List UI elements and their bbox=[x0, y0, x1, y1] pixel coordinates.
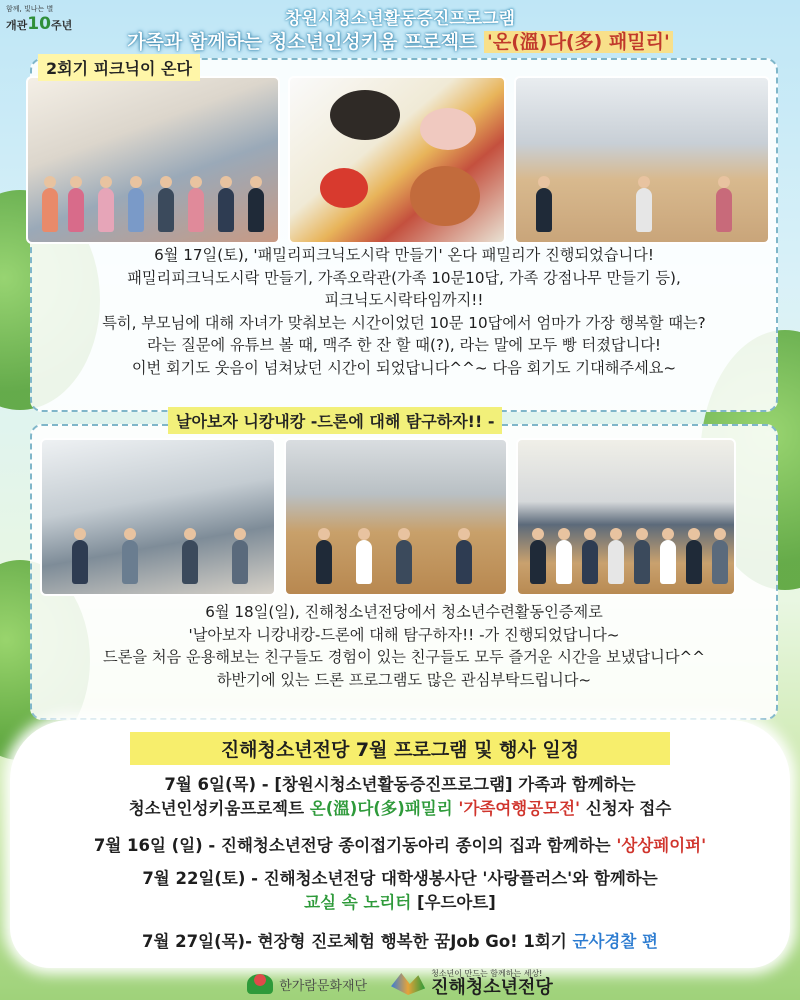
badge-prefix: 개관 bbox=[6, 19, 28, 32]
section-body-drone bbox=[30, 601, 778, 691]
body-line: 하반기에 있는 드론 프로그램도 많은 관심부탁드립니다~ bbox=[216, 670, 592, 689]
body-line: 피크닉도시락타임까지!! bbox=[324, 291, 484, 309]
section-title-picnic: 2회기 피크닉이 온다 bbox=[38, 54, 200, 81]
badge-tagline: 함께, 빛나는 별 bbox=[6, 5, 54, 13]
schedule-line: 교실 속 노리터 [우드아트] bbox=[304, 893, 496, 912]
schedule-title: 진해청소년전당 7월 프로그램 및 행사 일정 bbox=[130, 732, 670, 765]
people-figures bbox=[516, 162, 768, 232]
section-title-drone: 날아보자 니캉내캉 -드론에 대해 탐구하자!! - bbox=[168, 407, 502, 434]
schedule-line: 7월 16일 (일) - 진해청소년전당 종이접기동아리 종이의 집과 함께하는 '상상페이퍼' bbox=[93, 836, 707, 855]
footer bbox=[0, 968, 800, 1000]
photo-classroom bbox=[40, 438, 276, 596]
badge-number: 10 bbox=[27, 14, 51, 34]
people-figures bbox=[286, 514, 506, 584]
body-line: 라는 질문에 유튜브 볼 때, 맥주 한 잔 할 때(?), 라는 말에 모두 빵 터졌답니다! bbox=[146, 336, 662, 354]
schedule-item-4 bbox=[0, 930, 800, 954]
photo-row-drone bbox=[40, 438, 736, 596]
page-title: 창원시청소년활동증진프로그램 bbox=[285, 9, 515, 29]
schedule-line: 7월 6일(목) - [창원시청소년활동증진프로그램] 가족과 함께하는 bbox=[164, 775, 636, 794]
subtitle-main: 가족과 함께하는 청소년인성키움 프로젝트 bbox=[127, 31, 478, 53]
hangaram-logo-icon bbox=[247, 974, 273, 994]
footer-org2 bbox=[391, 970, 553, 997]
body-line: 드론을 처음 운용해보는 친구들도 경험이 있는 친구들도 모두 즐거운 시간을 보냈답니다^^ bbox=[103, 648, 705, 666]
schedule-item-1 bbox=[0, 773, 800, 821]
footer-org1 bbox=[247, 974, 367, 994]
subtitle-highlight: '온(溫)다(多) 패밀리' bbox=[484, 31, 673, 53]
section-body-picnic bbox=[30, 244, 778, 379]
footer-org1-name: 한가람문화재단 bbox=[279, 978, 368, 994]
schedule-line: 청소년인성키움프로젝트 온(溫)다(多)패밀리 '가족여행공모전' 신청자 접수 bbox=[128, 799, 672, 818]
schedule-line: 7월 22일(토) - 진해청소년전당 대학생봉사단 '사랑플러스'와 함께하는 bbox=[142, 869, 658, 888]
photo-gym-drone bbox=[284, 438, 508, 596]
photo-family-group bbox=[26, 76, 280, 244]
footer-org2-name: 진해청소년전당 bbox=[431, 976, 553, 998]
youth-center-logo-icon bbox=[391, 973, 425, 995]
people-figures bbox=[42, 514, 274, 584]
people-figures bbox=[28, 162, 278, 232]
body-line: 6월 17일(토), '패밀리피크닉도시락 만들기' 온다 패밀리가 진행되었습니다! bbox=[154, 246, 654, 264]
photo-row-picnic bbox=[26, 76, 770, 244]
page-subtitle bbox=[0, 27, 800, 54]
body-line: '날아보자 니캉내캉-드론에 대해 탐구하자!! -가 진행되었답니다~ bbox=[188, 625, 620, 644]
schedule-line: 7월 27일(목)- 현장형 진로체험 행복한 꿈Job Go! 1회기 군사경찰 편 bbox=[142, 932, 658, 951]
schedule-item-2 bbox=[0, 834, 800, 858]
people-figures bbox=[518, 514, 734, 584]
body-line: 이번 회기도 웃음이 넘쳐났던 시간이 되었답니다^^~ 다음 회기도 기대해주세요~ bbox=[131, 358, 677, 377]
photo-group-drone bbox=[516, 438, 736, 596]
badge-suffix: 주년 bbox=[50, 19, 73, 32]
footer-slogan: 청소년이 만드는 함께하는 세상! bbox=[431, 969, 543, 979]
schedule-item-3 bbox=[0, 867, 800, 915]
photo-activity-hall bbox=[514, 76, 770, 244]
body-line: 패밀리피크닉도시락 만들기, 가족오락관(가족 10문10답, 가족 강점나무 만들기 등), bbox=[127, 268, 681, 287]
photo-lunchbox bbox=[288, 76, 506, 244]
body-line: 6월 18일(일), 진해청소년전당에서 청소년수련활동인증제로 bbox=[205, 603, 603, 621]
body-line: 특히, 부모님에 대해 자녀가 맞춰보는 시간이었던 10문 10답에서 엄마가 가장 행복할 때는? bbox=[102, 313, 706, 332]
